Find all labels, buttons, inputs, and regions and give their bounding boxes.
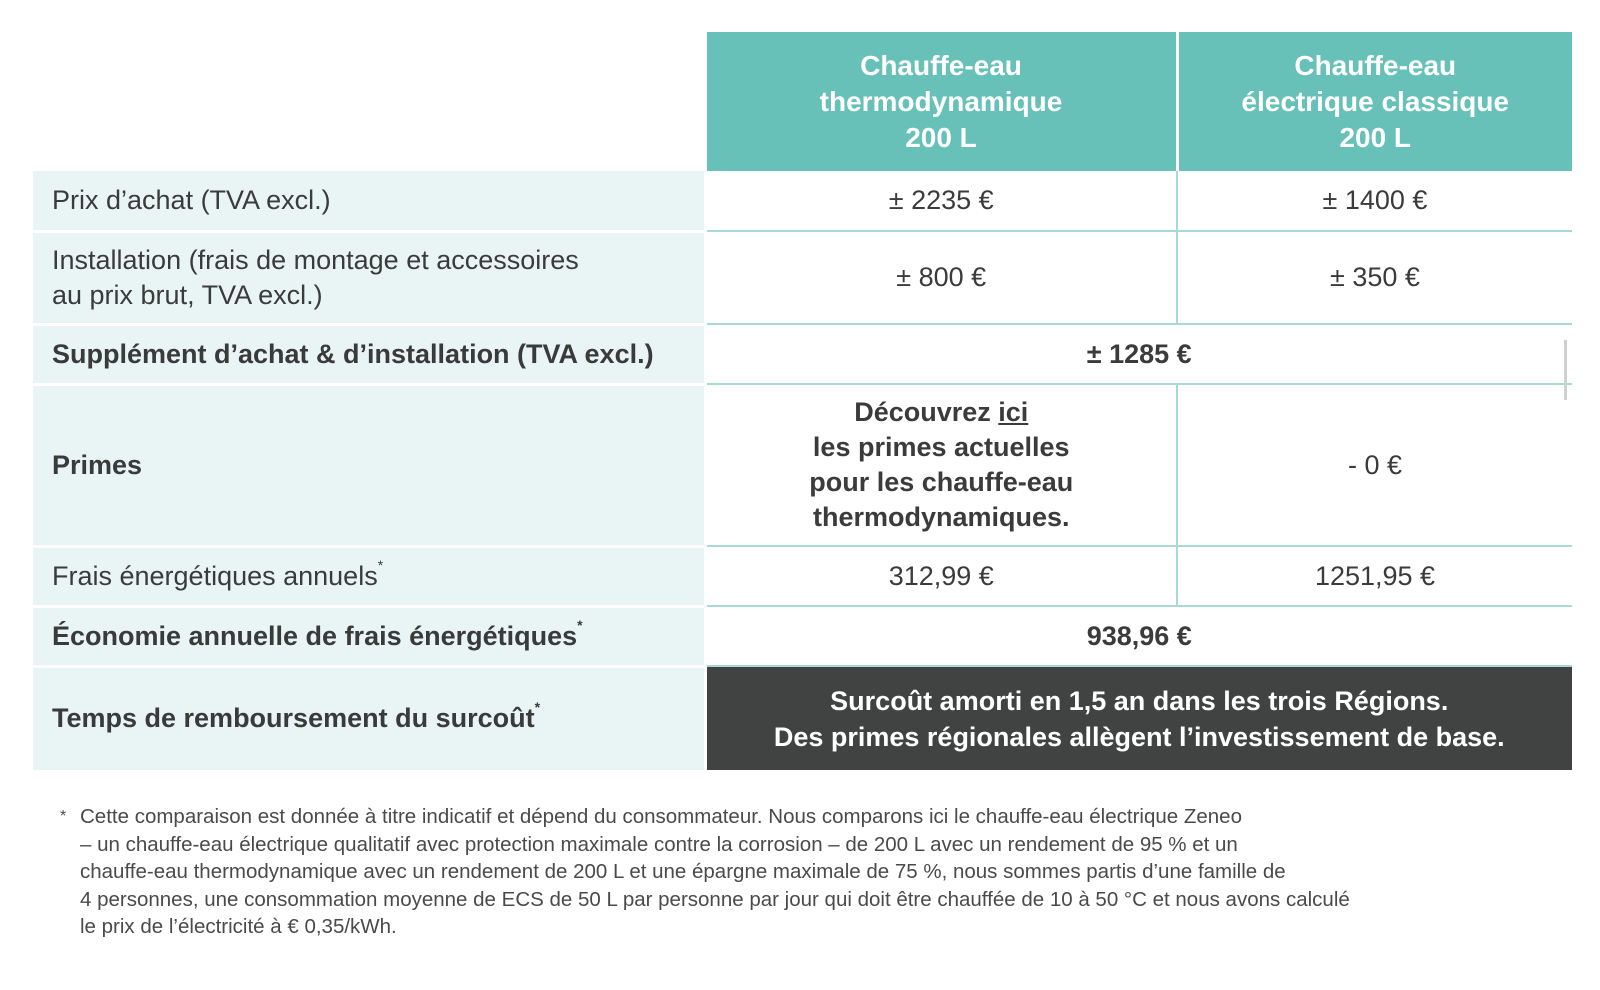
header-empty-cell <box>33 32 705 171</box>
supplement-value: ± 1285 € <box>705 324 1572 384</box>
row-label-savings: Économie annuelle de frais énergétiques* <box>33 606 705 666</box>
row-label-energy-costs: Frais énergétiques annuels* <box>33 546 705 606</box>
table-row-supplement <box>33 324 1572 384</box>
table-row-savings <box>33 606 1572 666</box>
row-label-purchase: Prix d’achat (TVA excl.) <box>33 171 705 231</box>
scroll-edge-indicator <box>1564 340 1567 400</box>
table-row-installation <box>33 231 1572 324</box>
table-row-payback <box>33 666 1572 770</box>
energy-value-thermodynamic: 312,99 € <box>705 546 1177 606</box>
footnote-text: Cette comparaison est donnée à titre indicatif et dépend du consommateur. Nous comparons ici le chauffe-eau électrique Zeneo – un chauffe-eau électrique qualitatif avec protection maximale contre la corrosion – de 200 L avec un rendement de 95 % et un chauffe-eau thermodynamique avec un rendement de 200 L et une épargne maximale de 75 %, nous sommes partis d’une famille de 4 personnes, une consommation moyenne de ECS de 50 L par personne par jour qui doit être chauffée de 10 à 50 °C et nous avons calculé le prix de l’électricité à € 0,35/kWh. <box>80 805 1350 938</box>
asterisk-marker: * <box>577 616 583 633</box>
row-label-installation: Installation (frais de montage et accessoires au prix brut, TVA excl.) <box>33 231 705 324</box>
primes-link[interactable]: ici <box>998 397 1029 427</box>
energy-value-electric: 1251,95 € <box>1177 546 1572 606</box>
footnote-marker: * <box>60 808 67 825</box>
header-electric-classic: Chauffe-eau électrique classique 200 L <box>1177 32 1572 171</box>
row-label-supplement: Supplément d’achat & d’installation (TVA excl.) <box>33 324 705 384</box>
purchase-value-thermodynamic: ± 2235 € <box>705 171 1177 231</box>
table-row-energy-costs <box>33 546 1572 606</box>
table-header-row <box>33 32 1572 171</box>
payback-line-2: Des primes régionales allègent l’investissement de base. <box>773 721 1505 752</box>
primes-rest: les primes actuelles pour les chauffe-eau thermodynamiques. <box>809 432 1074 532</box>
payback-line-1: Surcoût amorti en 1,5 an dans les trois Régions. <box>830 685 1449 716</box>
row-label-payback: Temps de remboursement du surcoût* <box>33 666 705 770</box>
installation-value-electric: ± 350 € <box>1177 231 1572 324</box>
asterisk-marker: * <box>377 556 384 573</box>
purchase-value-electric: ± 1400 € <box>1177 171 1572 231</box>
primes-value-electric: - 0 € <box>1177 384 1572 546</box>
table-row-primes <box>33 384 1572 546</box>
primes-prefix: Découvrez <box>854 397 999 427</box>
payback-value <box>705 666 1572 770</box>
savings-value: 938,96 € <box>705 606 1572 666</box>
primes-value-thermodynamic <box>705 384 1177 546</box>
footnote <box>60 803 1500 941</box>
header-thermodynamic: Chauffe-eau thermodynamique 200 L <box>705 32 1177 171</box>
installation-value-thermodynamic: ± 800 € <box>705 231 1177 324</box>
comparison-table <box>33 32 1572 770</box>
row-label-primes: Primes <box>33 384 705 546</box>
asterisk-marker: * <box>534 699 541 716</box>
table-row-purchase <box>33 171 1572 231</box>
